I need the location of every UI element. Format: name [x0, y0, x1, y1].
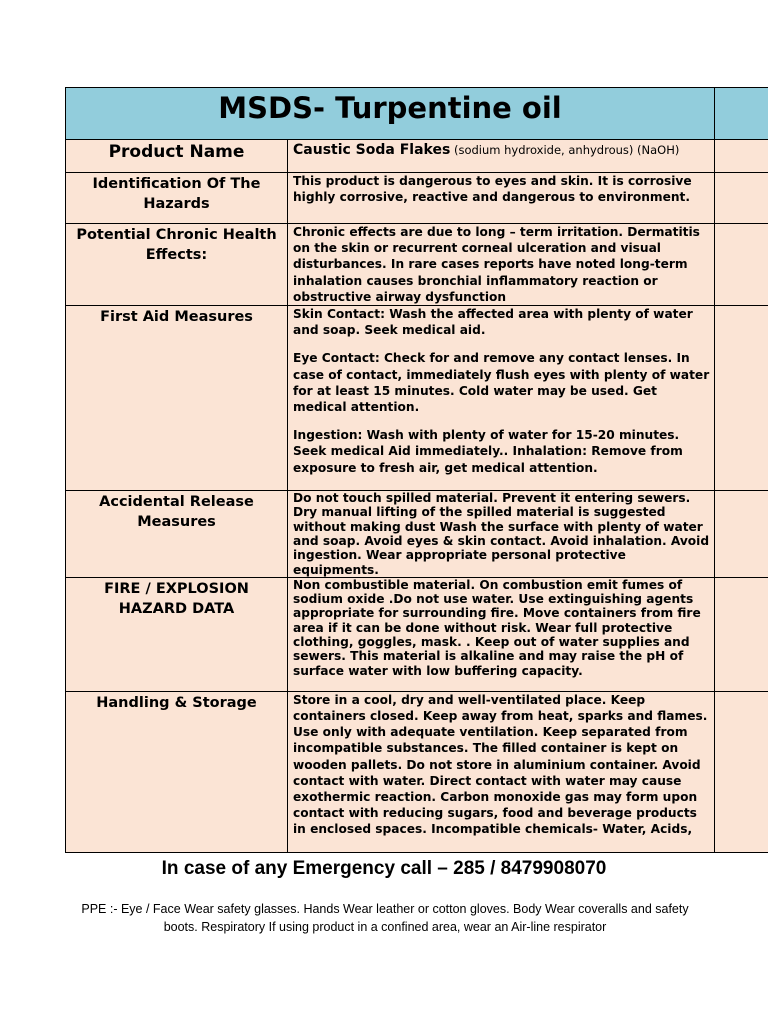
row-label: FIRE / EXPLOSION HAZARD DATA — [104, 580, 249, 617]
row-paragraph: Chronic effects are due to long – term irritation. Dermatitis on the skin or recurrent corneal ulceration and visual disturbances. In rare cases reports have noted long-term inhalation causes bronchial inflammatory reaction or obstructive airway dysfunction — [293, 225, 700, 304]
row-content-cell — [288, 491, 715, 578]
row-extra-cell — [715, 306, 768, 491]
row-paragraph: Ingestion: Wash with plenty of water for 15-20 minutes. Seek medical Aid immediately.. Inhalation: Remove from exposure to fresh air, get medical attention. — [293, 428, 683, 475]
row-label-cell — [66, 491, 288, 578]
table-row — [66, 306, 768, 491]
title-extra-cell — [715, 88, 768, 140]
row-paragraph: This product is dangerous to eyes and skin. It is corrosive highly corrosive, reactive and dangerous to environment. — [293, 174, 692, 205]
row-label: Identification Of The Hazards — [92, 176, 261, 212]
document-title: MSDS- Turpentine oil — [218, 91, 562, 125]
product-row — [66, 140, 768, 173]
row-content-cell — [288, 173, 715, 224]
row-label: Accidental Release Measures — [99, 494, 254, 531]
emergency-contact: In case of any Emergency call – 285 / 8479908070 — [161, 858, 607, 879]
row-paragraph: Eye Contact: Check for and remove any contact lenses. In case of contact, immediately flush eyes with plenty of water for at least 15 minutes. Cold water may be used. Get medical attention. — [293, 351, 710, 415]
row-extra-cell — [715, 691, 768, 852]
row-label-cell — [66, 577, 288, 691]
table-row — [66, 173, 768, 224]
product-detail: (sodium hydroxide, anhydrous) (NaOH) — [450, 143, 680, 157]
product-label: Product Name — [108, 142, 245, 162]
product-extra-cell — [715, 140, 768, 173]
row-extra-cell — [715, 491, 768, 578]
table-row — [66, 577, 768, 691]
row-extra-cell — [715, 577, 768, 691]
row-label-cell — [66, 306, 288, 491]
title-row — [66, 88, 768, 140]
table-row — [66, 491, 768, 578]
row-paragraph: Non combustible material. On combustion emit fumes of sodium oxide .Do not use water. Use extinguishing agents appropriate for surrounding fire. Move containers from fire area if it can be done without risk. Wear full protective clothing, goggles, mask. . Keep out of water supplies and sewers. This material is alkaline and may raise the pH of surface water with low buffering capacity. — [293, 577, 701, 678]
row-content-cell — [288, 306, 715, 491]
row-label: Handling & Storage — [96, 694, 257, 711]
row-label: Potential Chronic Health Effects: — [76, 227, 277, 263]
product-value-cell — [288, 140, 715, 173]
row-extra-cell — [715, 173, 768, 224]
title-cell — [66, 88, 715, 140]
product-name: Caustic Soda Flakes — [293, 142, 451, 158]
row-paragraph: Do not touch spilled material. Prevent it entering sewers. Dry manual lifting of the spilled material is suggested without making dust Wash the surface with plenty of water and soap. Avoid eyes & skin contact. Avoid inhalation. Avoid ingestion. Wear appropriate personal protective equipments. — [293, 491, 710, 577]
row-label: First Aid Measures — [100, 309, 253, 326]
row-content-cell — [288, 224, 715, 306]
row-paragraph: Skin Contact: Wash the affected area with plenty of water and soap. Seek medical aid. — [293, 307, 693, 338]
msds-table — [65, 87, 768, 853]
row-paragraph: Store in a cool, dry and well-ventilated place. Keep containers closed. Keep away from heat, sparks and flames. Use only with adequate ventilation. Keep separated from incompatible substances. The filled container is kept on wooden pallets. Do not store in aluminium container. Avoid contact with water. Direct contact with water may cause exothermic reaction. Carbon monoxide gas may form upon contact with reducing sugars, food and beverage products in enclosed spaces. Incompatible chemicals- Water, Acids, — [293, 692, 708, 837]
row-content-cell — [288, 691, 715, 852]
product-label-cell — [66, 140, 288, 173]
table-row — [66, 691, 768, 852]
table-row — [66, 224, 768, 306]
ppe-note: PPE :- Eye / Face Wear safety glasses. Hands Wear leather or cotton gloves. Body Wear coveralls and safety boots. Respiratory If using product in a confined area, wear an Air-line respirator — [81, 902, 689, 934]
row-label-cell — [66, 173, 288, 224]
row-label-cell — [66, 691, 288, 852]
row-extra-cell — [715, 224, 768, 306]
row-label-cell — [66, 224, 288, 306]
row-content-cell — [288, 577, 715, 691]
